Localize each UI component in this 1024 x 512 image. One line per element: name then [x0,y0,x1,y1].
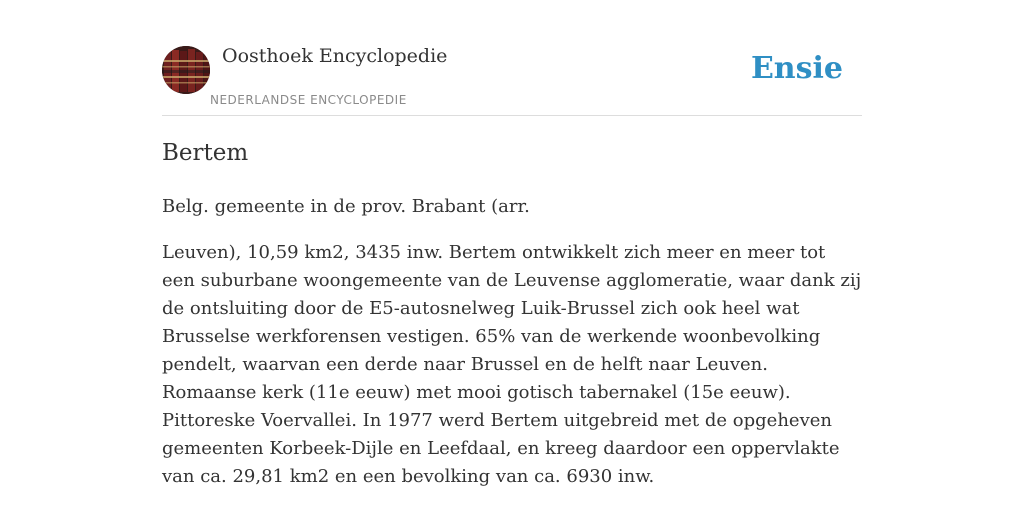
brand-logo-link[interactable]: Ensie [750,51,843,86]
site-name[interactable]: Oosthoek Encyclopedie [222,45,448,67]
site-subtitle: NEDERLANDSE ENCYCLOPEDIE [210,93,407,107]
page-card [162,0,862,512]
article-paragraph: Leuven), 10,59 km2, 3435 inw. Bertem ontwikkelt zich meer en meer tot een suburbane woongemeente van de Leuvense agglomeratie, waar dank zij de ontsluiting door de E5-autosnelweg Luik-Brussel zich ook heel wat Brusselse werkforensen vestigen. 65% van de werkende woonbevolking pendelt, waarvan een derde naar Brussel en de helft naar Leuven. Romaanse kerk (11e eeuw) met mooi gotisch tabernakel (15e eeuw). Pittoreske Voervallei. In 1977 werd Bertem uitgebreid met de opgeheven gemeenten Korbeek-Dijle en Leefdaal, en kreeg daardoor een oppervlakte van ca. 29,81 km2 en een bevolking van ca. 6930 inw. [162,242,862,487]
article-paragraph: Belg. gemeente in de prov. Brabant (arr. [162,196,530,217]
encyclopedia-books-icon[interactable] [162,46,210,94]
article-title: Bertem [162,140,249,166]
header-divider [162,115,862,116]
